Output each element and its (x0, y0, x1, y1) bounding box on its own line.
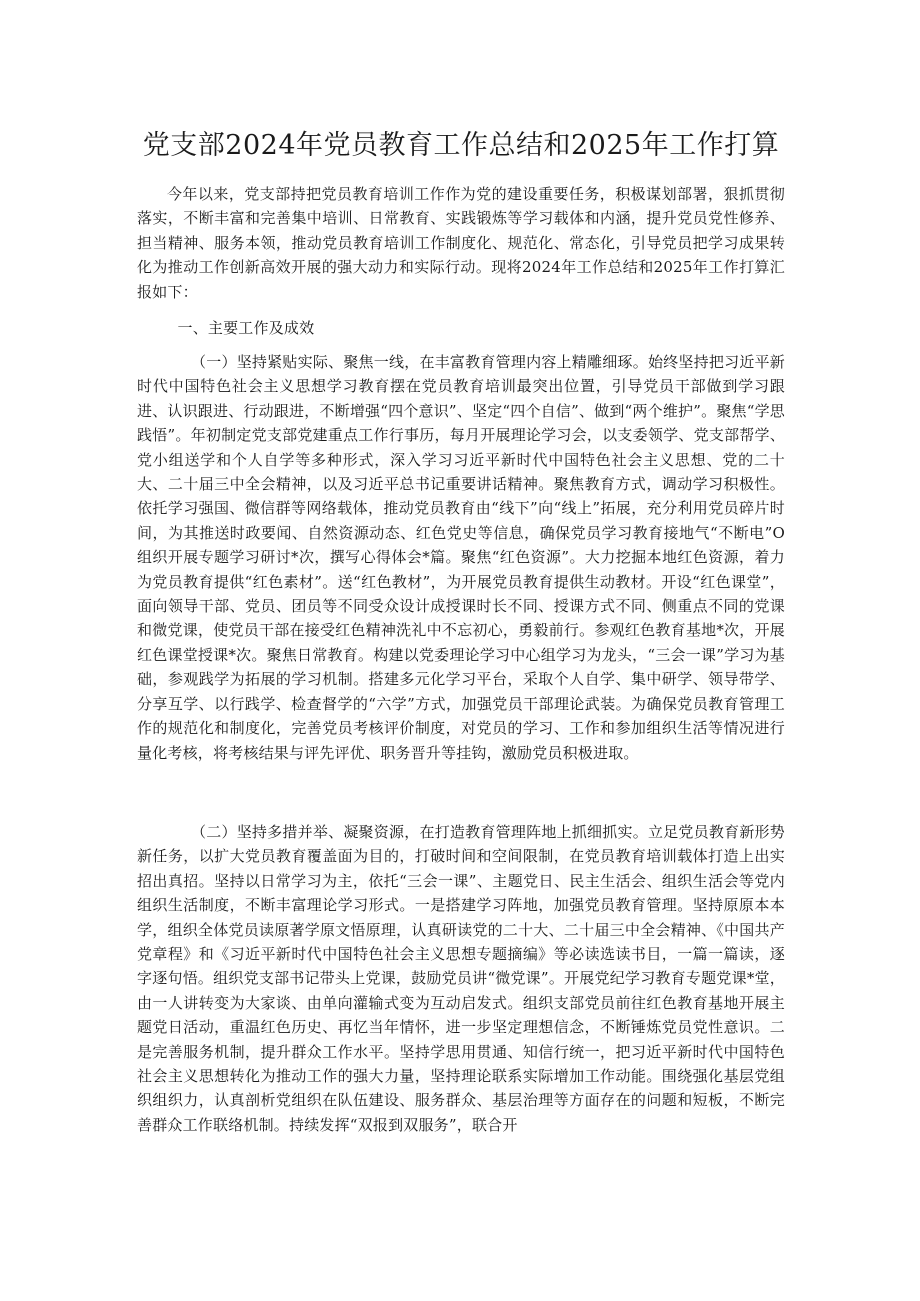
intro-paragraph: 今年以来，党支部持把党员教育培训工作作为党的建设重要任务，积极谋划部署，狠抓贯彻落实，不断丰富和完善集中培训、日常教育、实践锻炼等学习载体和内涵，提升党员党性修养、担当精神、服务本领，推动党员教育培训工作制度化、规范化、常态化，引导党员把学习成果转化为推动工作创新高效开展的强大动力和实际行动。现将2024年工作总结和2025年工作打算汇报如下： (137, 185, 785, 301)
paragraph-position-building: （二）坚持多措并举、凝聚资源，在打造教育管理阵地上抓细抓实。立足党员教育新形势新任务，以扩大党员教育覆盖面为目的，打破时间和空间限制，在党员教育培训载体打造上出实招出真招。坚持以日常学习为主，依托“三会一课”、主题党日、民主生活会、组织生活会等党内组织生活制度，不断丰富理论学习形式。一是搭建学习阵地，加强党员教育管理。坚持原原本本学，组织全体党员读原著学原文悟原理，认真研读党的二十大、二十届三中全会精神、《中国共产党章程》和《习近平新时代中国特色社会主义思想专题摘编》等必读选读书目，一篇一篇读，逐字逐句悟。组织党支部书记带头上党课，鼓励党员讲“微党课”。开展党纪学习教育专题党课*堂，由一人讲转变为大家谈、由单向灌输式变为互动启发式。组织支部党员前往红色教育基地开展主题党日活动，重温红色历史、再忆当年情怀，进一步坚定理想信念，不断锤炼党员党性意识。二是完善服务机制，提升群众工作水平。坚持学思用贯通、知信行统一，把习近平新时代中国特色社会主义思想转化为推动工作的强大力量，坚持理论联系实际增加工作动能。围绕强化基层党组织组织力，认真剖析党组织在队伍建设、服务群众、基层治理等方面存在的问题和短板，不断完善群众工作联络机制。持续发挥“双报到双服务”，联合开 (137, 823, 785, 1134)
section-heading-main-work: 一、主要工作及成效 (177, 319, 315, 337)
paragraph-content-refinement: （一）坚持紧贴实际、聚焦一线，在丰富教育管理内容上精雕细琢。始终坚持把习近平新时代中国特色社会主义思想学习教育摆在党员教育培训最突出位置，引导党员干部做到学习跟进、认识跟进、行动跟进，不断增强“四个意识”、坚定“四个自信”、做到“两个维护”。聚焦“学思践悟”。年初制定党支部党建重点工作行事历，每月开展理论学习会，以支委领学、党支部帮学、党小组送学和个人自学等多种形式，深入学习习近平新时代中国特色社会主义思想、党的二十大、二十届三中全会精神，以及习近平总书记重要讲话精神。聚焦教育方式，调动学习积极性。依托学习强国、微信群等网络载体，推动党员教育由“线下”向“线上”拓展，充分利用党员碎片时间，为其推送时政要闻、自然资源动态、红色党史等信息，确保党员学习教育接地气“不断电”O组织开展专题学习研讨*次，撰写心得体会*篇。聚焦“红色资源”。大力挖掘本地红色资源，着力为党员教育提供“红色素材”。送“红色教材”，为开展党员教育提供生动教材。开设“红色课堂”，面向领导干部、党员、团员等不同受众设计成授课时长不同、授课方式不同、侧重点不同的党课和微党课，使党员干部在接受红色精神洗礼中不忘初心，勇毅前行。参观红色教育基地*次，开展红色课堂授课*次。聚焦日常教育。构建以党委理论学习中心组学习为龙头，“三会一课”学习为基础，参观践学为拓展的学习机制。搭建多元化学习平台，采取个人自学、集中研学、领导带学、分享互学、以行践学、检查督学的“六学”方式，加强党员干部理论武装。为确保党员教育管理工作的规范化和制度化，完善党员考核评价制度，对党员的学习、工作和参加组织生活等情况进行量化考核，将考核结果与评先评优、职务晋升等挂钩，激励党员积极进取。 (137, 353, 785, 762)
document-title: 党支部2024年党员教育工作总结和2025年工作打算 (142, 130, 780, 161)
